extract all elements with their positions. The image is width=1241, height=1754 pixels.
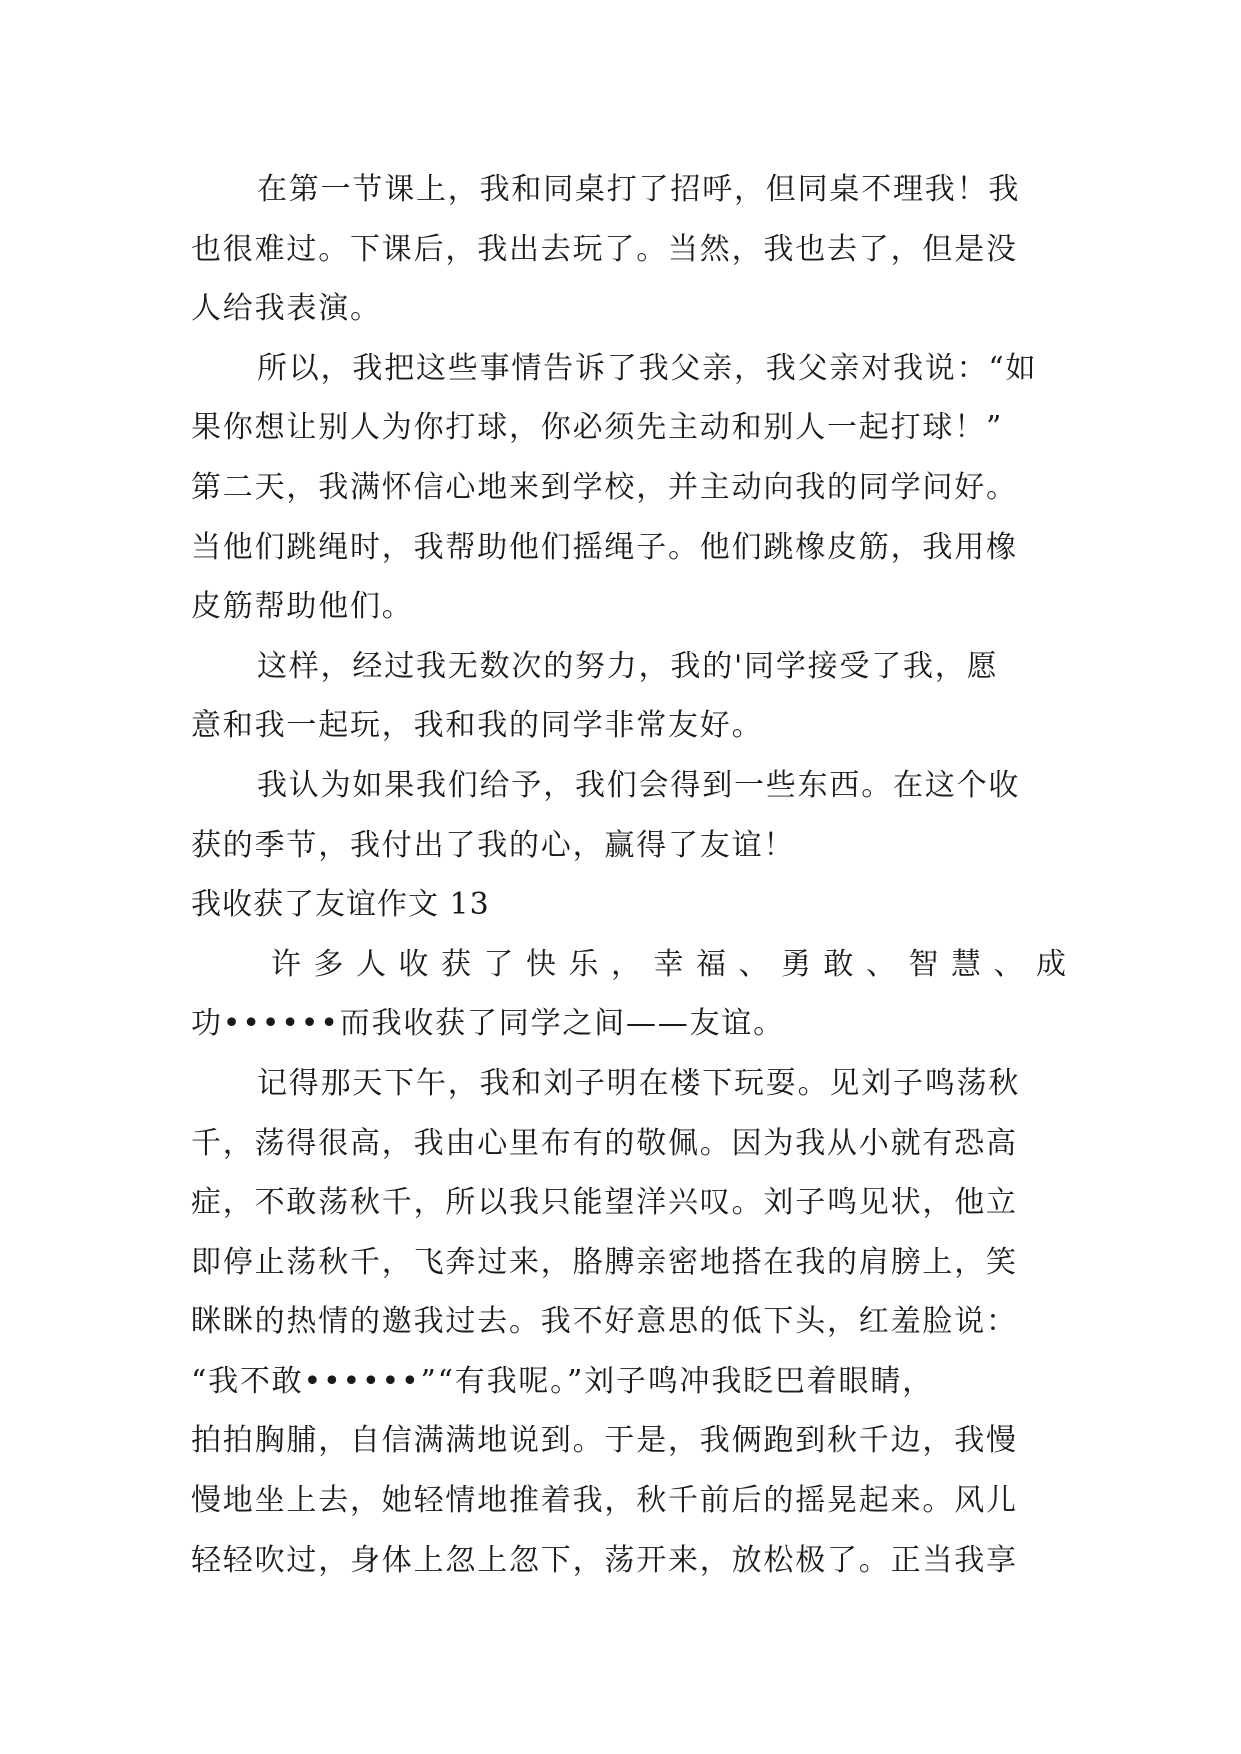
paragraph-line: 也很难过。下课后，我出去玩了。当然，我也去了，但是没 [191, 231, 1018, 267]
paragraph-line: 在第一节课上，我和同桌打了招呼，但同桌不理我！我 [257, 172, 1021, 207]
paragraph-line: 眯眯的热情的邀我过去。我不好意思的低下头，红羞脸说： [191, 1304, 1018, 1340]
paragraph-line: 获的季节，我付出了我的心，赢得了友谊！ [191, 827, 796, 863]
paragraph-line: 功••••••而我收获了同学之间——友谊。 [191, 1006, 785, 1042]
paragraph-line: 皮筋帮助他们。 [191, 589, 414, 625]
paragraph-line: 拍拍胸脯，自信满满地说到。于是，我俩跑到秋千边，我慢 [191, 1423, 1018, 1459]
paragraph-line: “我不敢••••••”“有我呢。”刘子鸣冲我眨巴着眼睛， [191, 1363, 934, 1399]
paragraph-line: 千，荡得很高，我由心里布有的敬佩。因为我从小就有恐高 [191, 1125, 1018, 1161]
paragraph-line: 即停止荡秋千，飞奔过来，胳膊亲密地搭在我的肩膀上，笑 [191, 1244, 1018, 1280]
paragraph-line: 意和我一起玩，我和我的同学非常友好。 [191, 708, 764, 744]
paragraph-line: 症，不敢荡秋千，所以我只能望洋兴叹。刘子鸣见状，他立 [191, 1185, 1018, 1221]
paragraph-line: 许多人收获了快乐，幸福、勇敢、智慧、成 [271, 946, 1079, 982]
paragraph-line: 记得那天下午，我和刘子明在楼下玩耍。见刘子鸣荡秋 [257, 1065, 1021, 1101]
section-heading: 我收获了友谊作文 13 [191, 887, 490, 923]
paragraph-line: 当他们跳绳时，我帮助他们摇绳子。他们跳橡皮筋，我用橡 [191, 529, 1018, 565]
paragraph-line: 人给我表演。 [191, 291, 382, 327]
paragraph-line: 果你想让别人为你打球，你必须先主动和别人一起打球！” [191, 410, 1004, 446]
paragraph-line: 我认为如果我们给予，我们会得到一些东西。在这个收 [257, 767, 1021, 803]
paragraph-line: 慢地坐上去，她轻情地推着我，秋千前后的摇晃起来。风儿 [191, 1483, 1018, 1519]
paragraph-line: 所以，我把这些事情告诉了我父亲，我父亲对我说：“如 [257, 350, 1038, 386]
paragraph-line: 轻轻吹过，身体上忽上忽下，荡开来，放松极了。正当我享 [191, 1542, 1018, 1578]
document-body [191, 160, 1079, 1590]
paragraph-line: 这样，经过我无数次的努力，我的'同学接受了我，愿 [257, 648, 999, 684]
paragraph-line: 第二天，我满怀信心地来到学校，并主动向我的同学问好。 [191, 469, 1018, 505]
